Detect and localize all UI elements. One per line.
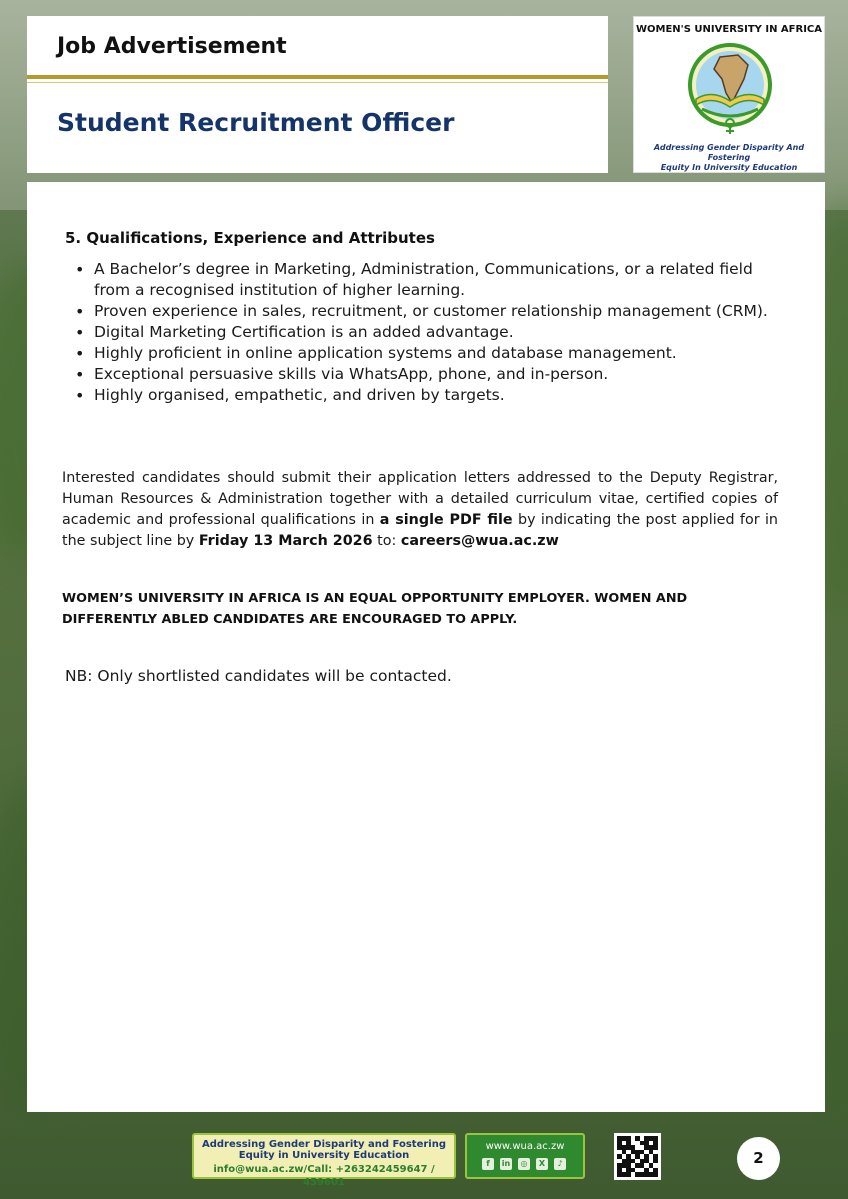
header-divider — [27, 75, 608, 79]
logo-motto-line2: Equity In University Education — [660, 163, 798, 172]
qr-code[interactable] — [614, 1133, 661, 1180]
logo-motto-line1: Addressing Gender Disparity And Fostering — [653, 143, 805, 162]
application-text: by indicating the post applied for in the subject line by — [62, 512, 778, 549]
university-logo — [633, 16, 825, 173]
logo-org-name: WOMEN'S UNIVERSITY IN AFRICA — [635, 24, 822, 35]
university-emblem-icon — [682, 39, 778, 135]
pdf-requirement: a single PDF file — [379, 512, 513, 528]
list-item: • Digital Marketing Certification is an added advantage. — [75, 322, 775, 343]
equal-opportunity-statement: WOMEN’S UNIVERSITY IN AFRICA IS AN EQUAL OPPORTUNITY EMPLOYER. WOMEN AND DIFFERENTLY ABLED CANDIDATES ARE ENCOURAGED TO APPLY. — [62, 591, 688, 627]
footer-social-card — [465, 1133, 585, 1179]
list-item: • Highly organised, empathetic, and driven by targets. — [75, 385, 775, 406]
linkedin-icon[interactable]: in — [501, 1159, 511, 1168]
list-item: • Proven experience in sales, recruitment, or customer relationship management (CRM). — [75, 301, 775, 322]
website-link[interactable]: www.wua.ac.zw — [485, 1141, 565, 1152]
careers-email-link[interactable]: careers@wua.ac.zw — [400, 533, 559, 549]
social-icons-row — [482, 1158, 566, 1170]
page-label: Job Advertisement — [57, 34, 287, 59]
content-panel — [27, 182, 825, 1112]
footer-motto-line1: Addressing Gender Disparity and Fostering — [201, 1139, 446, 1150]
footer-contact[interactable]: info@wua.ac.zw/Call: +263242459647 / 459601 — [213, 1164, 435, 1188]
footer-contact-card — [192, 1133, 456, 1188]
tiktok-icon[interactable]: ♪ — [554, 1158, 566, 1170]
list-item: • Exceptional persuasive skills via WhatsApp, phone, and in-person. — [75, 364, 775, 385]
application-text: Interested candidates should submit their application letters addressed to the Deputy Registrar, Human Resources & Administration together with a detailed curriculum vitae, certified copies of academic and professional qualifications in — [62, 470, 778, 528]
logo-motto — [634, 143, 824, 173]
qualifications-list — [75, 259, 775, 406]
page-number: 2 — [737, 1137, 780, 1180]
deadline-date: Friday 13 March 2026 — [198, 533, 373, 549]
x-icon[interactable]: X — [536, 1158, 548, 1170]
list-item: • A Bachelor’s degree in Marketing, Administration, Communications, or a related field from a recognised institution of higher learning. — [75, 259, 775, 301]
instagram-icon[interactable]: ◎ — [518, 1158, 530, 1170]
facebook-icon[interactable]: f — [482, 1158, 494, 1170]
qr-code-icon — [617, 1136, 658, 1177]
header-panel — [27, 16, 608, 173]
footer-motto-line2: Equity in University Education — [238, 1150, 410, 1161]
list-item: • Highly proficient in online application systems and database management. — [75, 343, 775, 364]
header-divider-thin — [27, 82, 608, 83]
application-instructions — [62, 468, 778, 552]
shortlist-note: NB: Only shortlisted candidates will be contacted. — [65, 667, 452, 685]
application-text: to: — [372, 533, 401, 549]
post-title: Student Recruitment Officer — [57, 108, 455, 137]
section-heading: 5. Qualifications, Experience and Attributes — [65, 229, 435, 247]
